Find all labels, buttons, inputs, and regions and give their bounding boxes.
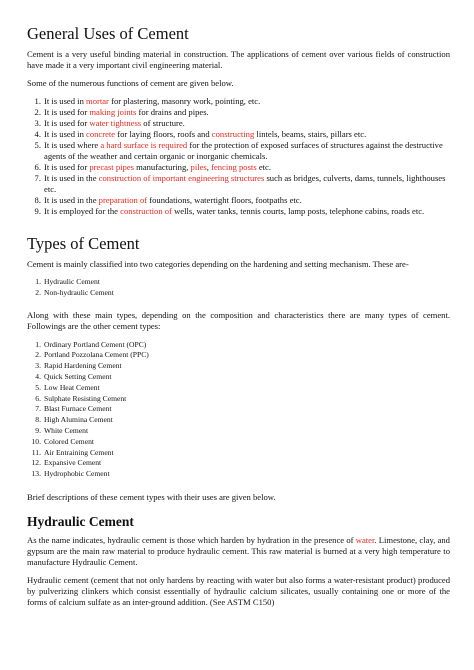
list-item <box>27 288 450 299</box>
list-text: for the protection of exposed surfaces of structures against the destructive agents of the weather and certain organic or inorganic chemicals. <box>44 140 443 161</box>
cement-type-label: Sulphate Resisting Cement <box>44 393 127 403</box>
heading-general-uses: General Uses of Cement <box>27 24 189 43</box>
list-number: 4. <box>34 129 41 139</box>
list-number: 8. <box>34 195 41 205</box>
cement-type-label: Non-hydraulic Cement <box>44 287 114 297</box>
cement-type-label: Expansive Cement <box>44 458 102 468</box>
highlighted-term: mortar <box>86 96 109 106</box>
list-number: 12. <box>31 458 41 468</box>
highlighted-term: water tightness <box>89 118 142 128</box>
highlighted-term: constructing <box>211 129 255 139</box>
list-number: 2. <box>34 107 41 117</box>
list-number: 5. <box>34 140 41 150</box>
cement-type-label: Rapid Hardening Cement <box>44 361 122 371</box>
list-text: It is used in the <box>44 173 99 183</box>
list-number: 4. <box>35 371 41 381</box>
list-item <box>27 206 450 217</box>
cement-type-label: Quick Setting Cement <box>44 371 112 381</box>
list-text: for drains and pipes. <box>136 107 209 117</box>
uses-list <box>27 96 450 217</box>
cement-type-label: High Alumina Cement <box>44 415 113 425</box>
list-text: It is used for <box>44 107 90 117</box>
list-number: 1. <box>34 96 41 106</box>
list-number: 1. <box>35 339 41 349</box>
list-item <box>27 458 450 469</box>
cement-type-label: Hydrophobic Cement <box>44 469 110 479</box>
list-item <box>27 437 450 448</box>
highlighted-term: fencing posts <box>211 162 257 172</box>
list-item <box>27 107 450 118</box>
hydraulic-p1-text-a: As the name indicates, hydraulic cement is those which harden by hydration in the presence of <box>27 534 356 545</box>
other-types-intro: Along with these main types, depending on the composition and characteristics there are many types of cement. Followings are the other cement types: <box>27 309 450 331</box>
list-text: etc. <box>256 162 271 172</box>
list-text: It is used in <box>44 96 87 106</box>
list-text: It is employed for the <box>44 206 121 216</box>
list-item <box>27 340 450 351</box>
list-item <box>27 173 450 195</box>
brief-descriptions-lead: Brief descriptions of these cement types with their uses are given below. <box>27 491 276 502</box>
list-number: 11. <box>31 447 41 457</box>
list-text: lintels, beams, stairs, pillars etc. <box>254 129 367 139</box>
list-item <box>27 448 450 459</box>
list-text: foundations, watertight floors, footpaths etc. <box>147 195 302 205</box>
list-number: 3. <box>34 118 41 128</box>
list-item <box>27 372 450 383</box>
list-number: 13. <box>31 469 41 479</box>
heading-types-of-cement: Types of Cement <box>27 234 140 253</box>
list-item <box>27 195 450 206</box>
list-text: It is used for <box>44 118 90 128</box>
highlighted-term: construction of <box>120 206 172 216</box>
list-number: 3. <box>35 361 41 371</box>
list-item <box>27 469 450 480</box>
list-item <box>27 383 450 394</box>
list-number: 1. <box>35 277 41 286</box>
list-number: 7. <box>35 404 41 414</box>
hydraulic-cement-paragraph-2: Hydraulic cement (cement that not only hardens by reacting with water but also forms a water-resistant product) produced by pulverizing clinkers which consist essentially of hydraulic calcium silicates, usually containing one or more of the forms of calcium sulfate as an inter-ground addition. (See ASTM C150) <box>27 574 450 607</box>
functions-lead: Some of the numerous functions of cement are given below. <box>27 78 234 88</box>
main-types-list <box>27 277 450 299</box>
list-item <box>27 162 450 173</box>
list-text: , <box>206 162 212 172</box>
hydraulic-p1-text-b: . Limestone, clay, and gypsum are the main raw material to produce hydraulic cement. This raw material is burned at a very high temperature to manufacture Hydraulic Cement. <box>27 534 450 567</box>
highlighted-term: construction of important engineering structures <box>98 173 265 183</box>
list-number: 9. <box>35 425 41 435</box>
list-text: It is used where <box>44 140 101 150</box>
list-item <box>27 404 450 415</box>
list-text: for laying floors, roofs and <box>115 129 212 139</box>
cement-type-label: White Cement <box>44 425 89 435</box>
highlighted-term: making joints <box>89 107 137 117</box>
other-types-list <box>27 340 450 480</box>
cement-type-label: Hydraulic Cement <box>44 277 100 286</box>
list-number: 2. <box>35 350 41 360</box>
list-item <box>27 361 450 372</box>
list-text: for plastering, masonry work, pointing, etc. <box>108 96 261 106</box>
list-text: of structure. <box>141 118 185 128</box>
highlighted-term: piles <box>190 162 207 172</box>
list-number: 5. <box>35 382 41 392</box>
list-item <box>27 96 450 107</box>
list-number: 6. <box>35 393 41 403</box>
list-item <box>27 277 450 288</box>
general-uses-intro: Cement is a very useful binding material in construction. The applications of cement over various fields of construction have made it a very important civil engineering material. <box>27 49 450 70</box>
document-page <box>27 24 450 608</box>
list-item <box>27 426 450 437</box>
list-item <box>27 415 450 426</box>
list-text: manufacturing, <box>133 162 191 172</box>
hydraulic-cement-paragraph-1 <box>27 535 450 568</box>
list-number: 10. <box>31 436 41 446</box>
types-intro: Cement is mainly classified into two categories depending on the hardening and setting mechanism. These are- <box>27 259 409 269</box>
highlighted-term: concrete <box>86 129 116 139</box>
cement-type-label: Portland Pozzolana Cement (PPC) <box>44 350 149 360</box>
list-text: wells, water tanks, tennis courts, lamp posts, telephone cabins, roads etc. <box>171 206 425 216</box>
cement-type-label: Colored Cement <box>44 436 94 446</box>
cement-type-label: Low Heat Cement <box>44 382 100 392</box>
cement-type-label: Air Entraining Cement <box>44 447 114 457</box>
list-text: such as bridges, culverts, dams, tunnels, lighthouses etc. <box>44 173 446 194</box>
highlighted-term: preparation of <box>98 195 148 205</box>
list-number: 7. <box>34 173 41 183</box>
list-number: 8. <box>35 415 41 425</box>
list-text: It is used in <box>44 129 87 139</box>
list-text: It is used for <box>44 162 90 172</box>
highlighted-term: a hard surface is required <box>100 140 188 150</box>
list-item <box>27 118 450 129</box>
list-item <box>27 140 450 162</box>
list-text: It is used in the <box>44 195 99 205</box>
list-number: 9. <box>34 206 41 216</box>
list-number: 2. <box>35 287 41 297</box>
highlighted-term: precast pipes <box>89 162 134 172</box>
hydraulic-p1-highlight: water <box>355 534 375 545</box>
list-item <box>27 350 450 361</box>
cement-type-label: Ordinary Portland Cement (OPC) <box>44 339 147 349</box>
list-item <box>27 129 450 140</box>
list-number: 6. <box>34 162 41 172</box>
list-item <box>27 394 450 405</box>
cement-type-label: Blast Furnace Cement <box>44 404 112 414</box>
heading-hydraulic-cement: Hydraulic Cement <box>27 513 134 529</box>
